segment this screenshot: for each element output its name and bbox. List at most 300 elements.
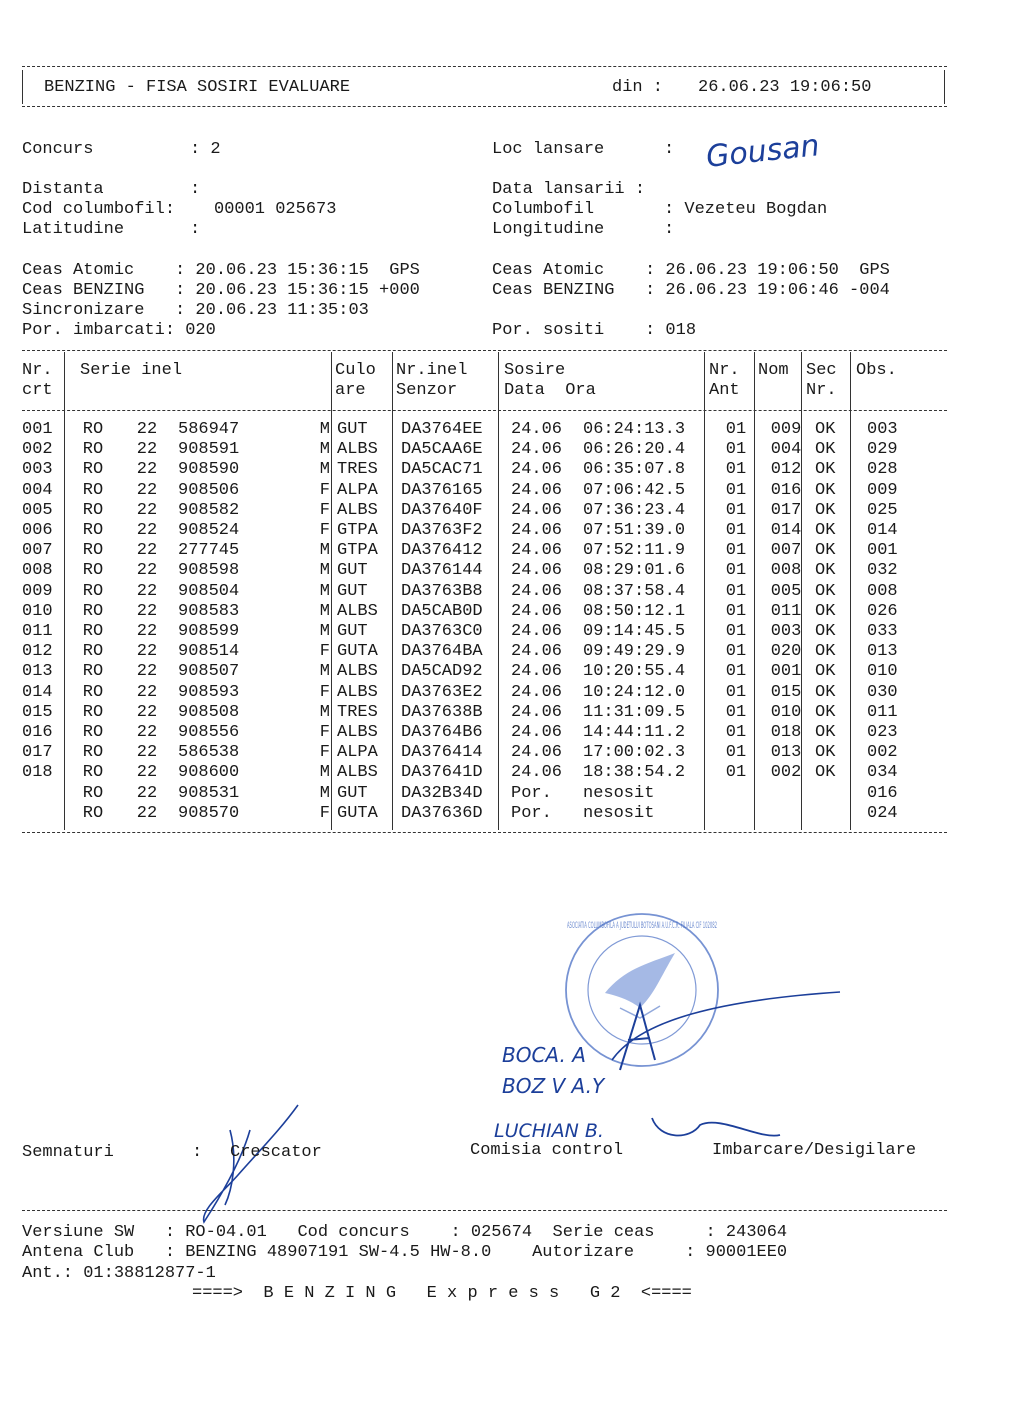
cell-ring: 908507	[178, 662, 240, 682]
cell-nr: 001	[22, 420, 53, 439]
cell-sex: M	[319, 541, 330, 561]
cell-sec: OK	[815, 723, 836, 743]
cell-ant: 01	[725, 521, 747, 541]
loc-lansare-label: Loc lansare	[492, 140, 605, 159]
cell-time: 11:31:09.5	[583, 702, 686, 722]
cell-obs: 025	[867, 500, 898, 520]
cell-sex: M	[319, 662, 330, 682]
cell-obs: 013	[867, 642, 898, 662]
cell-nom: 020	[770, 642, 802, 662]
cell-ro: RO	[82, 440, 104, 460]
cell-ant: 01	[725, 500, 747, 520]
cell-sec: OK	[815, 702, 836, 722]
cell-obs: 029	[867, 440, 898, 460]
cell-sec: OK	[815, 682, 836, 702]
latitudine-label: Latitudine	[22, 220, 125, 239]
cell-ant: 01	[725, 460, 747, 480]
comisia-label: Comisia control	[470, 1141, 624, 1160]
semnaturi-sep: :	[192, 1143, 203, 1162]
cell-nom: 002	[770, 763, 802, 783]
cell-obs: 023	[867, 723, 898, 743]
semnaturi-label: Semnaturi	[22, 1143, 114, 1162]
cell-sec: OK	[815, 541, 836, 561]
cell-col: GUT	[337, 420, 368, 439]
cell-col: ALPA	[337, 743, 378, 763]
cell-time: 10:20:55.4	[583, 662, 686, 682]
cell-ro: RO	[82, 601, 104, 621]
signature-stroke-crescator-2	[225, 1130, 234, 1205]
data-lansarii-label: Data lansarii :	[492, 180, 646, 199]
cell-col: ALBS	[337, 440, 378, 460]
cell-col: GTPA	[337, 521, 378, 541]
cell-time: 07:06:42.5	[583, 480, 686, 500]
th-ant: Ant	[709, 381, 740, 400]
cell-yr: 22	[136, 622, 158, 642]
columbofil-label: Columbofil	[492, 200, 595, 219]
th-sec-nr: Nr.	[806, 381, 837, 400]
cell-nom: 012	[770, 460, 802, 480]
cell-time: 08:29:01.6	[583, 561, 686, 581]
cell-sex: F	[319, 642, 330, 662]
cell-yr: 22	[136, 420, 158, 439]
cell-sen: DA376414	[401, 743, 483, 763]
cell-nr: 004	[22, 480, 53, 500]
cell-time: 08:37:58.4	[583, 581, 686, 601]
cell-date: 24.06	[511, 460, 563, 480]
cell-nr: 011	[22, 622, 53, 642]
cell-nom: 007	[770, 541, 802, 561]
th-sosire: Sosire	[504, 361, 566, 380]
cell-ro: RO	[82, 460, 104, 480]
cell-ro: RO	[82, 480, 104, 500]
cell-ro: RO	[82, 723, 104, 743]
cell-nom: 014	[770, 521, 802, 541]
footer-rule	[22, 1210, 947, 1211]
cell-time: 06:24:13.3	[583, 420, 686, 439]
cell-ring: 908590	[178, 460, 240, 480]
cell-yr: 22	[136, 541, 158, 561]
cell-sen: DA5CAB0D	[401, 601, 483, 621]
cell-sex: F	[319, 500, 330, 520]
cell-sec: OK	[815, 500, 836, 520]
cell-ant: 01	[725, 420, 747, 439]
report-date-label: din :	[612, 78, 664, 97]
cell-yr: 22	[136, 803, 158, 823]
cell-ring: 908600	[178, 763, 240, 783]
cell-sen: DA37638B	[401, 702, 483, 722]
cell-ring: 908508	[178, 702, 240, 722]
columbofil-value: : Vezeteu Bogdan	[664, 200, 828, 219]
cell-yr: 22	[136, 480, 158, 500]
cell-yr: 22	[136, 561, 158, 581]
cell-date: 24.06	[511, 581, 563, 601]
cell-ring: 277745	[178, 541, 240, 561]
cell-sen: DA3763B8	[401, 581, 483, 601]
cell-yr: 22	[136, 500, 158, 520]
cell-yr: 22	[136, 682, 158, 702]
cell-ro: RO	[82, 662, 104, 682]
cell-col: GUT	[337, 581, 368, 601]
cell-nom: 018	[770, 723, 802, 743]
cell-ro: RO	[82, 561, 104, 581]
cell-ro: RO	[82, 581, 104, 601]
cell-sex: M	[319, 561, 330, 581]
footer-line-3: Ant.: 01:38812877-1	[22, 1264, 216, 1283]
cell-ro: RO	[82, 622, 104, 642]
cell-nom: 004	[770, 440, 802, 460]
signature-stroke-luchian	[652, 1118, 780, 1136]
cell-yr: 22	[136, 440, 158, 460]
sincronizare: Sincronizare : 20.06.23 11:35:03	[22, 301, 369, 320]
cell-nr: 018	[22, 763, 53, 783]
cell-nom: 009	[770, 420, 802, 439]
cell-ro: RO	[82, 803, 104, 823]
cell-sen: DA3764EE	[401, 420, 483, 439]
cell-sex: F	[319, 682, 330, 702]
cell-ring: 908582	[178, 500, 240, 520]
handwritten-luchian: LUCHIAN B.	[494, 1120, 604, 1142]
cell-obs: 010	[867, 662, 898, 682]
cell-nom: 003	[770, 622, 802, 642]
cell-ring: 908504	[178, 581, 240, 601]
cell-ring: 908506	[178, 480, 240, 500]
footer-line-2: Antena Club : BENZING 48907191 SW-4.5 HW-8.0 Autorizare : 90001EE0	[22, 1243, 788, 1262]
cell-sex: F	[319, 743, 330, 763]
cod-columbofil-label: Cod columbofil:	[22, 200, 176, 219]
cell-nom: 017	[770, 500, 802, 520]
cell-yr: 22	[136, 783, 158, 803]
th-senzor: Senzor	[396, 381, 458, 400]
cell-sex: M	[319, 440, 330, 460]
cell-time: 07:36:23.4	[583, 500, 686, 520]
cell-ro: RO	[82, 541, 104, 561]
cell-sen: DA32B34D	[401, 783, 483, 803]
handwritten-boz: BOZ V A.Y	[502, 1074, 605, 1098]
th-are: are	[335, 381, 366, 400]
cell-date: 24.06	[511, 622, 563, 642]
cell-time: 10:24:12.0	[583, 682, 686, 702]
cell-nom: 010	[770, 702, 802, 722]
cell-date: 24.06	[511, 541, 563, 561]
cell-date: 24.06	[511, 561, 563, 581]
cell-nom: 016	[770, 480, 802, 500]
cell-nom: 011	[770, 601, 802, 621]
cell-date: 24.06	[511, 420, 563, 439]
cell-ant: 01	[725, 581, 747, 601]
footer-banner: ====> B E N Z I N G E x p r e s s G 2 <====	[192, 1284, 692, 1303]
signature-stroke-crescator	[204, 1105, 298, 1222]
por-sositi: Por. sositi : 018	[492, 321, 697, 340]
cell-obs: 032	[867, 561, 898, 581]
ceas-benzing-end: Ceas BENZING : 26.06.23 19:06:46 -004	[492, 281, 890, 300]
cell-sen: DA5CAC71	[401, 460, 483, 480]
cell-sex: M	[319, 783, 330, 803]
cell-obs: 026	[867, 601, 898, 621]
cell-ring: 908593	[178, 682, 240, 702]
imbarcare-label: Imbarcare/Desigilare	[712, 1141, 917, 1160]
cell-yr: 22	[136, 763, 158, 783]
cell-ant: 01	[725, 682, 747, 702]
th-nr-ant: Nr.	[709, 361, 740, 380]
cell-ro: RO	[82, 702, 104, 722]
th-culo: Culo	[335, 361, 376, 380]
cell-ring: 908524	[178, 521, 240, 541]
cell-sec: OK	[815, 581, 836, 601]
th-sec: Sec	[806, 361, 837, 380]
por-imbarcati: Por. imbarcati: 020	[22, 321, 216, 340]
cell-ro: RO	[82, 743, 104, 763]
cell-ring: 908514	[178, 642, 240, 662]
cell-nr: 008	[22, 561, 53, 581]
cell-nom: 001	[770, 662, 802, 682]
cell-sec: OK	[815, 622, 836, 642]
cell-ring: 908583	[178, 601, 240, 621]
footer-line-1: Versiune SW : RO-04.01 Cod concurs : 025674 Serie ceas : 243064	[22, 1223, 788, 1242]
th-serie-inel: Serie inel	[80, 361, 183, 380]
cell-nom: 008	[770, 561, 802, 581]
cell-ro: RO	[82, 642, 104, 662]
th-nr-inel: Nr.inel	[396, 361, 468, 380]
cell-ring: 908598	[178, 561, 240, 581]
cell-time: 08:50:12.1	[583, 601, 686, 621]
cell-sen: DA37640F	[401, 500, 483, 520]
cell-time: nesosit	[583, 783, 655, 803]
cell-nom: 015	[770, 682, 802, 702]
cell-col: ALPA	[337, 480, 378, 500]
cell-col: ALBS	[337, 763, 378, 783]
cell-col: ALBS	[337, 723, 378, 743]
cell-ant: 01	[725, 702, 747, 722]
cell-obs: 016	[867, 783, 898, 803]
cell-ring: 908591	[178, 440, 240, 460]
cell-col: GTPA	[337, 541, 378, 561]
cell-time: 06:26:20.4	[583, 440, 686, 460]
cell-date: 24.06	[511, 440, 563, 460]
cell-nr: 015	[22, 702, 53, 722]
cell-ant: 01	[725, 622, 747, 642]
cell-nr: 013	[22, 662, 53, 682]
cell-time: nesosit	[583, 803, 655, 823]
cell-time: 18:38:54.2	[583, 763, 686, 783]
cell-col: GUTA	[337, 642, 378, 662]
cell-col: ALBS	[337, 662, 378, 682]
cell-sen: DA376412	[401, 541, 483, 561]
cell-ant: 01	[725, 561, 747, 581]
cell-nr: 007	[22, 541, 53, 561]
cell-nr: 010	[22, 601, 53, 621]
cell-date: 24.06	[511, 662, 563, 682]
cell-time: 09:14:45.5	[583, 622, 686, 642]
th-nom: Nom	[758, 361, 789, 380]
cell-nr: 002	[22, 440, 53, 460]
cell-date: Por.	[511, 803, 552, 823]
cell-col: TRES	[337, 460, 378, 480]
longitudine-label: Longitudine	[492, 220, 605, 239]
cell-ro: RO	[82, 783, 104, 803]
cell-time: 07:51:39.0	[583, 521, 686, 541]
cell-date: 24.06	[511, 601, 563, 621]
cell-sex: M	[319, 460, 330, 480]
cell-sec: OK	[815, 642, 836, 662]
cell-ring: 908531	[178, 783, 240, 803]
cell-yr: 22	[136, 743, 158, 763]
cell-date: 24.06	[511, 763, 563, 783]
report-date-value: 26.06.23 19:06:50	[698, 78, 872, 97]
cell-yr: 22	[136, 642, 158, 662]
loc-lansare-sep: :	[664, 140, 675, 159]
report-title: BENZING - FISA SOSIRI EVALUARE	[44, 78, 351, 97]
cell-time: 17:00:02.3	[583, 743, 686, 763]
cell-ro: RO	[82, 521, 104, 541]
th-nr: Nr.	[22, 361, 53, 380]
cell-nr: 009	[22, 581, 53, 601]
longitudine-sep: :	[664, 220, 675, 239]
cell-obs: 009	[867, 480, 898, 500]
cell-sec: OK	[815, 743, 836, 763]
crescator-label: Crescator	[230, 1143, 322, 1162]
cell-date: 24.06	[511, 702, 563, 722]
cell-col: GUT	[337, 783, 368, 803]
cell-ant: 01	[725, 601, 747, 621]
cell-yr: 22	[136, 581, 158, 601]
cell-col: ALBS	[337, 500, 378, 520]
cell-sen: DA3763F2	[401, 521, 483, 541]
cell-sex: M	[319, 601, 330, 621]
concurs-value: : 2	[190, 140, 221, 159]
cell-obs: 008	[867, 581, 898, 601]
ceas-atomic-end: Ceas Atomic : 26.06.23 19:06:50 GPS	[492, 261, 890, 280]
cell-col: GUT	[337, 561, 368, 581]
cell-obs: 034	[867, 763, 898, 783]
cell-sec: OK	[815, 420, 836, 439]
cell-obs: 024	[867, 803, 898, 823]
cell-nr: 003	[22, 460, 53, 480]
cell-ring: 586538	[178, 743, 240, 763]
cell-yr: 22	[136, 723, 158, 743]
handwritten-boca: BOCA. A	[502, 1043, 586, 1067]
cell-yr: 22	[136, 662, 158, 682]
cell-ro: RO	[82, 763, 104, 783]
cell-obs: 003	[867, 420, 898, 439]
th-obs: Obs.	[856, 361, 897, 380]
cell-ant: 01	[725, 541, 747, 561]
cell-obs: 030	[867, 682, 898, 702]
cell-sen: DA5CAA6E	[401, 440, 483, 460]
cell-sec: OK	[815, 601, 836, 621]
cell-obs: 002	[867, 743, 898, 763]
cell-nom: 005	[770, 581, 802, 601]
cell-sex: F	[319, 803, 330, 823]
cell-sec: OK	[815, 763, 836, 783]
cell-sen: DA376165	[401, 480, 483, 500]
cell-ant: 01	[725, 440, 747, 460]
cell-ring: 586947	[178, 420, 240, 439]
cell-sen: DA37641D	[401, 763, 483, 783]
cell-sec: OK	[815, 440, 836, 460]
cell-date: 24.06	[511, 723, 563, 743]
cell-time: 14:44:11.2	[583, 723, 686, 743]
cell-ro: RO	[82, 500, 104, 520]
cell-col: TRES	[337, 702, 378, 722]
cell-ro: RO	[82, 682, 104, 702]
cell-ring: 908556	[178, 723, 240, 743]
stamp-text: ASOCIATIA COLUMBOFILA A JUDETULUI BOTOSANI A.U.F.C.R. FILIALA CIF 102082	[567, 921, 717, 931]
cell-sec: OK	[815, 460, 836, 480]
cell-sen: DA3764B6	[401, 723, 483, 743]
cell-nr: 012	[22, 642, 53, 662]
cell-sen: DA376144	[401, 561, 483, 581]
th-crt: crt	[22, 381, 53, 400]
cell-sex: M	[319, 622, 330, 642]
cell-obs: 033	[867, 622, 898, 642]
cell-ant: 01	[725, 662, 747, 682]
cell-nom: 013	[770, 743, 802, 763]
cell-date: 24.06	[511, 480, 563, 500]
cell-date: 24.06	[511, 682, 563, 702]
latitudine-sep: :	[190, 220, 201, 239]
cell-ro: RO	[82, 420, 104, 439]
cell-yr: 22	[136, 601, 158, 621]
cell-obs: 028	[867, 460, 898, 480]
cell-date: 24.06	[511, 500, 563, 520]
cell-date: Por.	[511, 783, 552, 803]
cell-sec: OK	[815, 480, 836, 500]
cell-ant: 01	[725, 642, 747, 662]
cell-time: 06:35:07.8	[583, 460, 686, 480]
cell-sex: M	[319, 763, 330, 783]
cell-date: 24.06	[511, 743, 563, 763]
cell-ant: 01	[725, 763, 747, 783]
cell-nr: 006	[22, 521, 53, 541]
cell-sec: OK	[815, 662, 836, 682]
cell-obs: 014	[867, 521, 898, 541]
distanta-sep: :	[190, 180, 201, 199]
cell-sen: DA37636D	[401, 803, 483, 823]
cell-col: ALBS	[337, 682, 378, 702]
cell-nr: 005	[22, 500, 53, 520]
cell-nr: 017	[22, 743, 53, 763]
cell-sen: DA5CAD92	[401, 662, 483, 682]
ceas-atomic-start: Ceas Atomic : 20.06.23 15:36:15 GPS	[22, 261, 420, 280]
cell-col: GUT	[337, 622, 368, 642]
cell-obs: 001	[867, 541, 898, 561]
cell-nr: 014	[22, 682, 53, 702]
cell-yr: 22	[136, 521, 158, 541]
cell-sec: OK	[815, 561, 836, 581]
cell-nr: 016	[22, 723, 53, 743]
cell-yr: 22	[136, 702, 158, 722]
cell-yr: 22	[136, 460, 158, 480]
cell-col: ALBS	[337, 601, 378, 621]
cell-time: 09:49:29.9	[583, 642, 686, 662]
cell-ring: 908570	[178, 803, 240, 823]
cell-ant: 01	[725, 723, 747, 743]
cod-columbofil-value: 00001 025673	[214, 200, 337, 219]
ceas-benzing-start: Ceas BENZING : 20.06.23 15:36:15 +000	[22, 281, 420, 300]
cell-ant: 01	[725, 743, 747, 763]
cell-date: 24.06	[511, 521, 563, 541]
cell-time: 07:52:11.9	[583, 541, 686, 561]
cell-ring: 908599	[178, 622, 240, 642]
cell-sen: DA3763C0	[401, 622, 483, 642]
cell-sex: F	[319, 723, 330, 743]
cell-sex: M	[319, 702, 330, 722]
cell-obs: 011	[867, 702, 898, 722]
cell-sen: DA3764BA	[401, 642, 483, 662]
cell-sex: F	[319, 480, 330, 500]
cell-sen: DA3763E2	[401, 682, 483, 702]
loc-lansare-handwritten: Gousan	[704, 128, 822, 175]
